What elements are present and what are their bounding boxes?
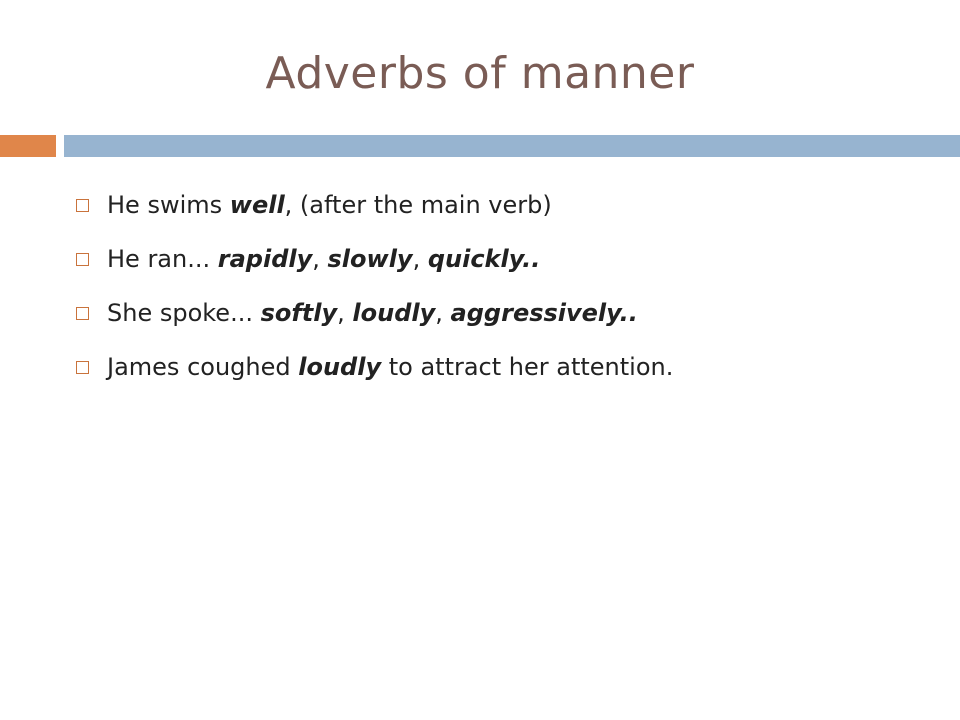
emphasized-adverb: loudly (352, 299, 436, 327)
emphasized-adverb: loudly (298, 353, 382, 381)
square-outline-bullet-icon (76, 307, 89, 320)
blue-accent-band (64, 135, 960, 157)
emphasized-adverb: softly (260, 299, 338, 327)
emphasized-adverb: well (229, 191, 285, 219)
slide-title: Adverbs of manner (265, 48, 695, 99)
square-outline-bullet-icon (76, 361, 89, 374)
emphasized-adverb: aggressively.. (450, 299, 638, 327)
bullet-list (76, 178, 936, 394)
square-outline-bullet-icon (76, 199, 89, 212)
emphasized-adverb: quickly.. (427, 245, 541, 273)
bullet-item (76, 286, 936, 340)
bullet-text: He ran... rapidly, slowly, quickly.. (107, 245, 541, 273)
bullet-item (76, 232, 936, 286)
bullet-item (76, 178, 936, 232)
bullet-text: James coughed loudly to attract her attention. (107, 353, 674, 381)
square-outline-bullet-icon (76, 253, 89, 266)
orange-accent-band (0, 135, 56, 157)
bullet-text: He swims well, (after the main verb) (107, 191, 552, 219)
emphasized-adverb: slowly (327, 245, 413, 273)
emphasized-adverb: rapidly (217, 245, 313, 273)
bullet-text: She spoke... softly, loudly, aggressively.. (107, 299, 638, 327)
bullet-item (76, 340, 936, 394)
